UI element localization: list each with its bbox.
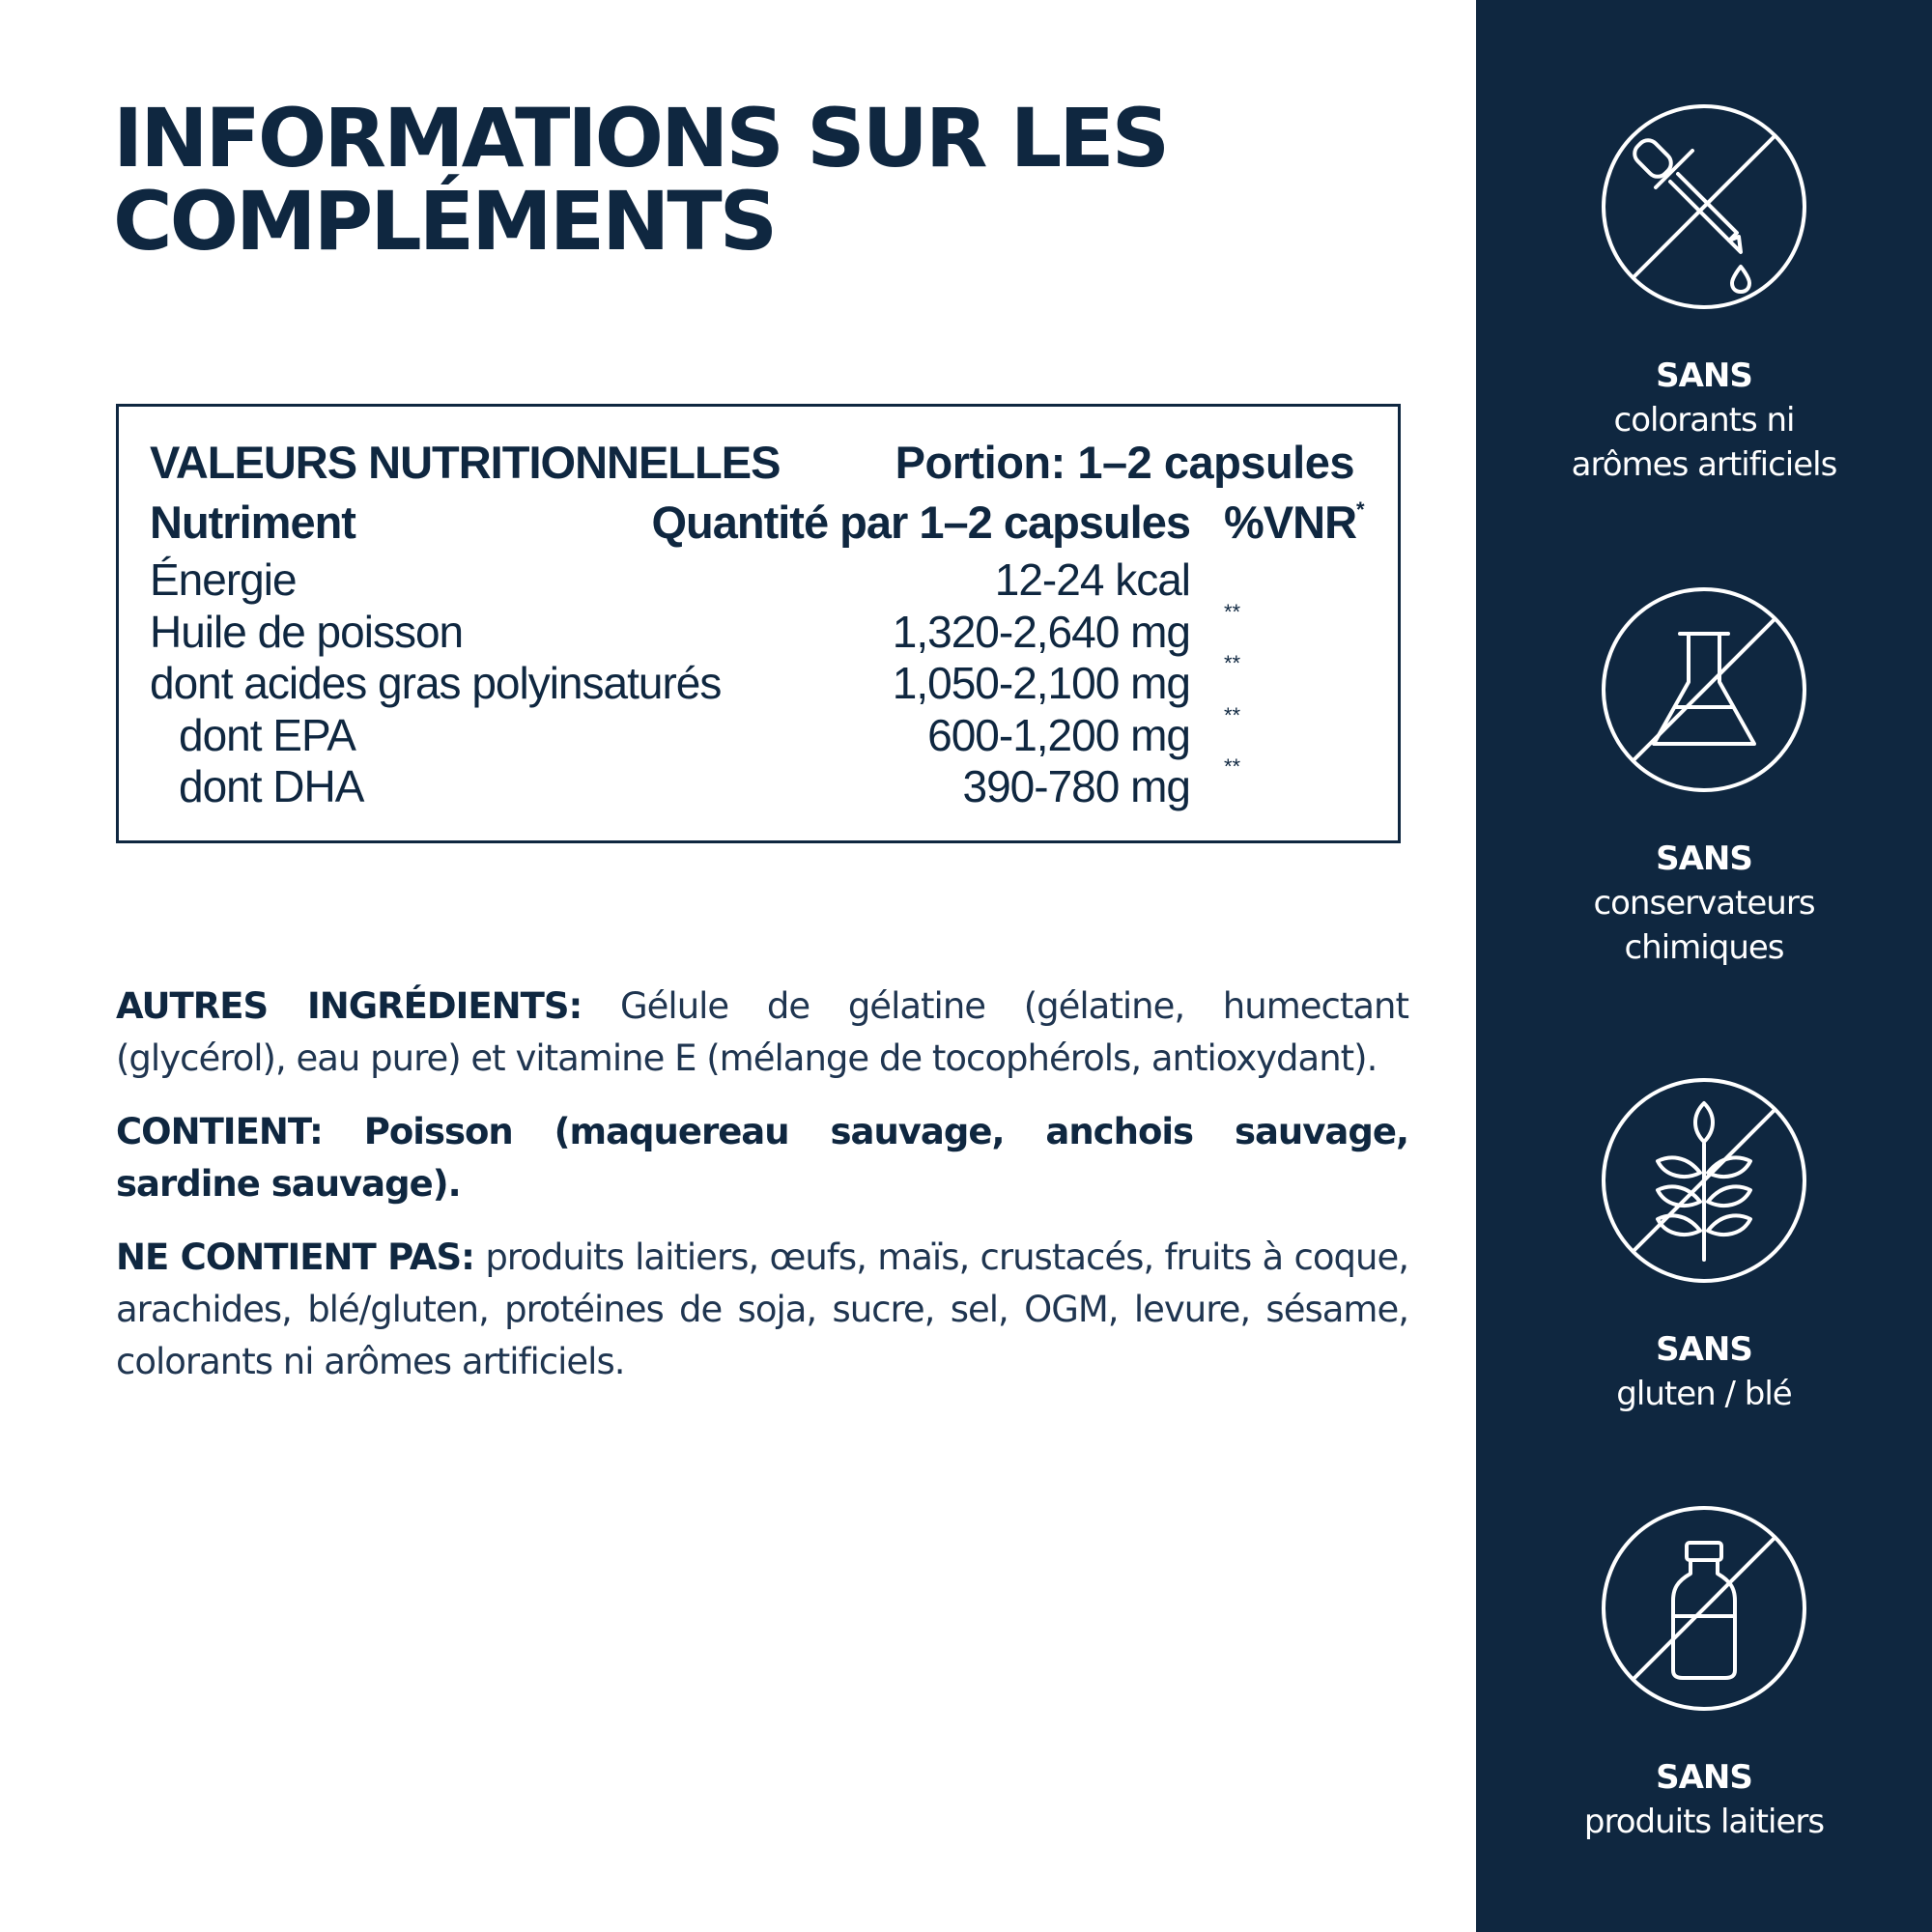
ingredients-section [116, 980, 1408, 1409]
page-title-line-1: INFORMATIONS SUR LES [113, 91, 1168, 185]
column-header-vnr [1224, 496, 1374, 549]
badge-dairy-free [1476, 1504, 1932, 1844]
badge-gluten-free [1476, 1076, 1932, 1416]
no-milk-bottle-icon [1600, 1504, 1808, 1713]
nutrient-vnr: ** [1224, 599, 1241, 624]
nutrient-quantity: 1,050-2,100 mg [892, 658, 1190, 708]
badge-no-chemical-preservatives [1476, 585, 1932, 970]
nutrition-row [150, 651, 1374, 709]
badge-description: colorants ni arômes artificiels [1571, 401, 1837, 484]
other-ingredients-text: Gélule de gélatine (gélatine, humectant (glycérol), eau pure) et vitamine E (mélange de tocophérols, antioxydant). [116, 985, 1408, 1079]
nutrition-heading: VALEURS NUTRITIONNELLES [150, 437, 781, 488]
nutrient-vnr: ** [1224, 651, 1241, 675]
nutrition-row [150, 702, 1374, 761]
nutrient-quantity: 390-780 mg [962, 761, 1190, 811]
nutrient-quantity: 1,320-2,640 mg [892, 606, 1190, 657]
free-from-text: produits laitiers, œufs, maïs, crustacés, fruits à coque, arachides, blé/gluten, protéines de soja, sucre, sel, OGM, levure, sésame, colorants ni arômes artificiels. [116, 1236, 1408, 1382]
nutrition-facts-table [116, 404, 1401, 843]
vnr-label: %VNR [1224, 497, 1357, 548]
contains-label: CONTIENT: [116, 1111, 323, 1152]
nutrition-header [150, 436, 1354, 494]
nutrient-name: dont acides gras polyinsaturés [150, 658, 722, 708]
badge-sans-label: SANS [1656, 1758, 1752, 1797]
other-ingredients-label: AUTRES INGRÉDIENTS: [116, 985, 582, 1027]
nutrition-row [150, 599, 1374, 658]
nutrition-row [150, 554, 1374, 606]
badge-description: conservateurs chimiques [1593, 884, 1815, 967]
contains-text: Poisson (maquereau sauvage, anchois sauvage, sardine sauvage). [116, 1111, 1408, 1205]
nutrition-rows [150, 554, 1374, 812]
page-title-line-2: COMPLÉMENTS [113, 174, 776, 269]
free-from-list [116, 1232, 1408, 1388]
nutrient-vnr: ** [1224, 754, 1241, 779]
no-wheat-icon [1600, 1076, 1808, 1285]
no-dropper-icon [1600, 102, 1808, 311]
badge-sans-label: SANS [1656, 356, 1752, 395]
other-ingredients [116, 980, 1408, 1085]
nutrient-quantity: 12-24 kcal [994, 554, 1190, 605]
nutrient-quantity: 600-1,200 mg [927, 709, 1190, 760]
nutrient-name: Huile de poisson [150, 606, 464, 657]
badge-sans-label: SANS [1656, 1330, 1752, 1369]
nutrient-name: dont EPA [179, 709, 355, 760]
badge-description: gluten / blé [1616, 1375, 1792, 1413]
nutrient-vnr: ** [1224, 702, 1241, 727]
column-header-quantity: Quantité par 1–2 capsules [651, 497, 1190, 548]
page-title [113, 91, 1369, 269]
column-header-nutrient: Nutriment [150, 497, 355, 548]
nutrient-name: dont DHA [179, 761, 364, 811]
nutrition-row [150, 754, 1374, 812]
badge-sans-label: SANS [1656, 839, 1752, 878]
nutrition-column-headers [150, 496, 1374, 554]
vnr-footnote-mark: * [1356, 497, 1364, 522]
badge-no-artificial-colors [1476, 102, 1932, 487]
free-from-sidebar [1476, 0, 1932, 1932]
portion-size: Portion: 1–2 capsules [895, 437, 1354, 488]
contains-allergens [116, 1106, 1408, 1210]
badge-description: produits laitiers [1583, 1803, 1825, 1841]
free-from-label: NE CONTIENT PAS: [116, 1236, 474, 1278]
nutrient-name: Énergie [150, 554, 297, 605]
no-flask-icon [1600, 585, 1808, 794]
